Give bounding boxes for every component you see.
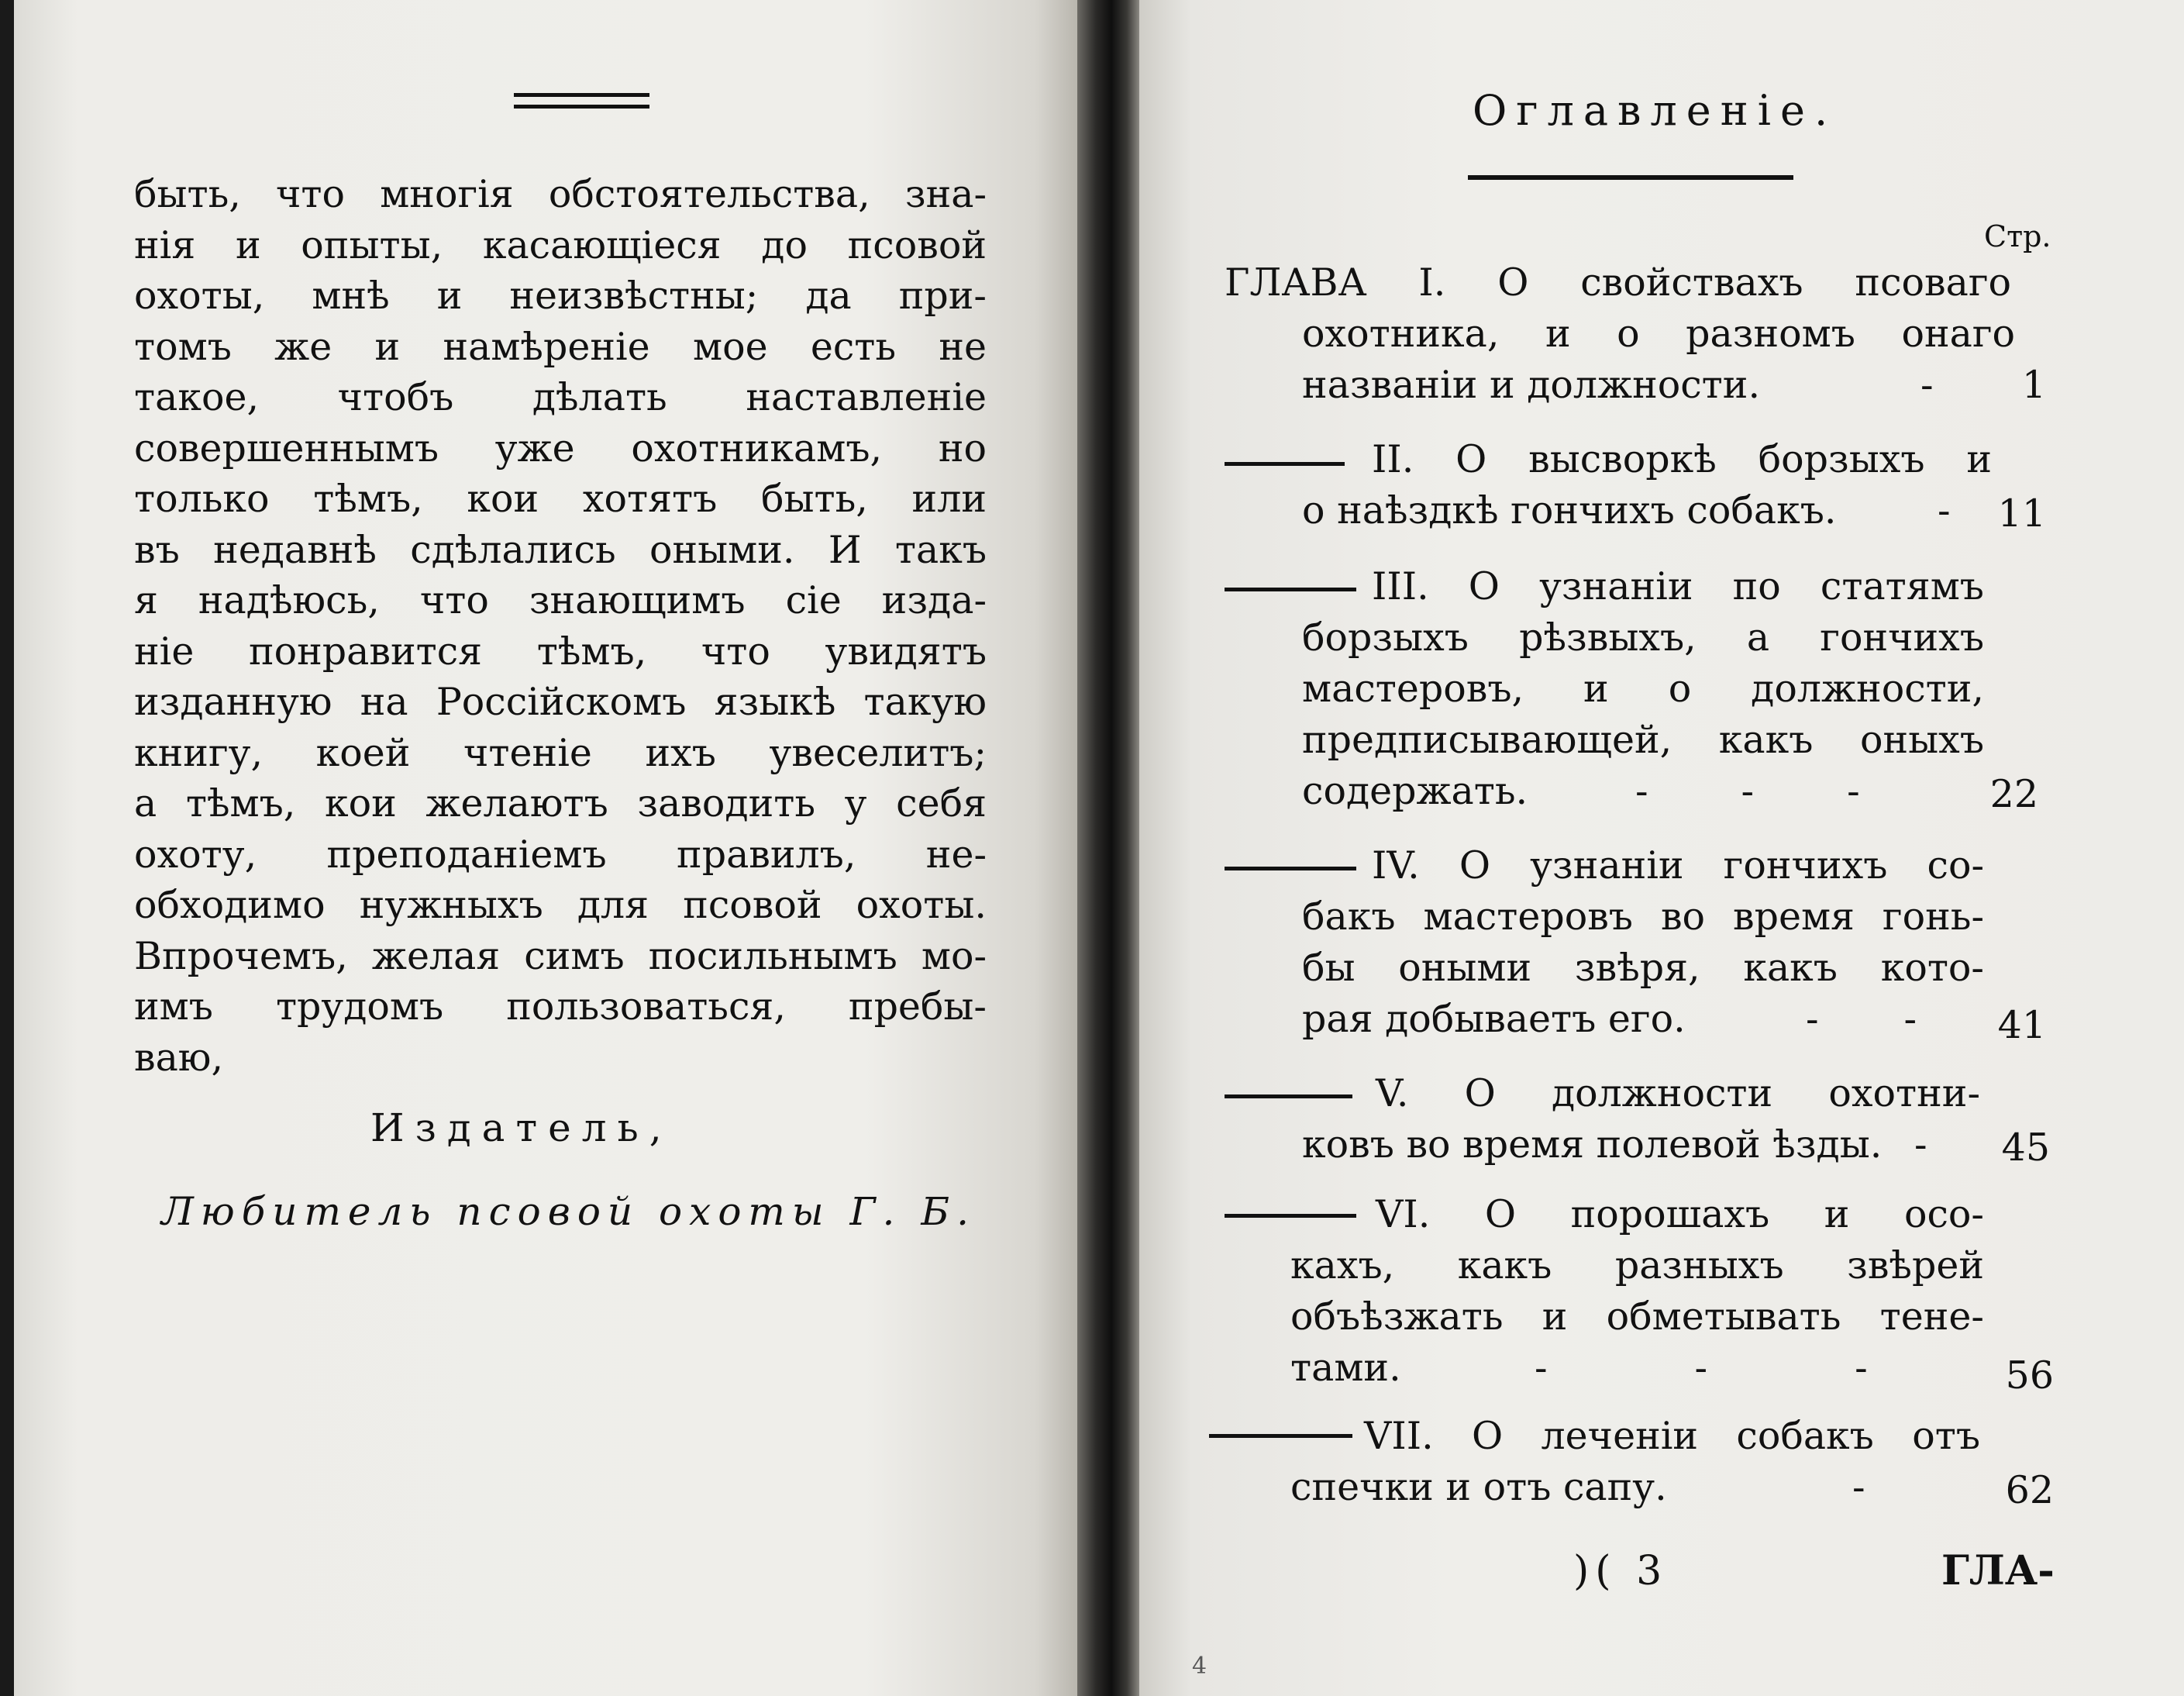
ditto-dash [1225, 1214, 1356, 1218]
ditto-dash [1225, 1094, 1352, 1098]
ditto-dash [1225, 867, 1356, 870]
margin-note: 4 [1192, 1653, 1207, 1680]
text-line: въ недавнѣ сдѣлались оными. И такъ [134, 527, 987, 572]
title-rule [1468, 175, 1793, 180]
toc-line: бакъ мастеровъ во время гонь- [1302, 895, 1984, 939]
leader-dots: - [1920, 363, 1934, 407]
leader-dots: --- [1535, 1346, 2015, 1390]
toc-line: VII. О леченіи собакъ отъ [1364, 1414, 1980, 1458]
toc-line: IV. О узнаніи гончихъ со- [1372, 843, 1984, 888]
toc-line: ковъ во время полевой ѣзды. [1302, 1122, 1883, 1167]
toc-line: кахъ, какъ разныхъ звѣрей [1290, 1243, 1984, 1288]
toc-line: предписывающей, какъ оныхъ [1302, 718, 1984, 762]
leader-dots: --- [1635, 769, 1953, 813]
toc-page-number: 11 [1997, 491, 2046, 536]
toc-line: названіи и должности. [1302, 363, 1761, 407]
toc-line: II. О высворкѣ борзыхъ и [1372, 437, 1992, 481]
toc-line: бы оными звѣря, какъ кото- [1302, 946, 1984, 990]
text-line: обходимо нужныхъ для псовой охоты. [134, 883, 987, 927]
book-gutter [1077, 0, 1139, 1696]
text-line: ваю, [134, 1035, 224, 1080]
toc-line: охотника, и о разномъ онаго [1302, 312, 2015, 356]
right-page [1139, 0, 2184, 1696]
toc-line: борзыхъ рѣзвыхъ, а гончихъ [1302, 615, 1984, 660]
page-title: Оглавленіе. [1473, 86, 1838, 135]
ditto-dash [1225, 462, 1345, 466]
text-line: совершеннымъ уже охотникамъ, но [134, 426, 987, 471]
text-line: Впрочемъ, желая симъ посильнымъ мо- [134, 933, 987, 978]
leader-dots: - [1938, 488, 1951, 533]
ditto-dash [1209, 1434, 1352, 1438]
text-line: только тѣмъ, кои хотятъ быть, или [134, 477, 987, 521]
text-line: книгу, коей чтеніе ихъ увеселитъ; [134, 730, 987, 775]
text-line: а тѣмъ, кои желаютъ заводить у себя [134, 781, 987, 826]
toc-line: III. О узнаніи по статямъ [1372, 564, 1984, 608]
text-line: имъ трудомъ пользоваться, пребы- [134, 984, 987, 1029]
toc-line: объѣзжать и обметывать тене- [1290, 1294, 1984, 1339]
toc-page-number: 62 [2005, 1468, 2054, 1512]
toc-page-number: 1 [2021, 363, 2046, 407]
toc-line: содержать. [1302, 769, 1528, 813]
preface-text [134, 169, 987, 1083]
double-rule-divider [514, 93, 649, 109]
text-line: охоты, мнѣ и неизвѣстны; да при- [134, 274, 987, 318]
signature-title: Издатель, [370, 1105, 673, 1150]
text-line: такое, чтобъ дѣлать наставленіе [134, 375, 987, 419]
text-line: нія и опыты, касающіеся до псовой [134, 222, 987, 267]
left-page [14, 0, 1077, 1696]
toc-line: V. О должности охотни- [1376, 1071, 1980, 1115]
toc-page-number: 41 [1997, 1003, 2046, 1047]
toc-page-number: 22 [1989, 772, 2038, 816]
signature-name: Любитель псовой охоты Г. Б. [161, 1189, 976, 1234]
text-line: ніе понравится тѣмъ, что увидятъ [134, 629, 987, 674]
text-line: охоту, преподаніемъ правилъ, не- [134, 832, 987, 877]
text-line: быть, что многія обстоятельства, зна- [134, 172, 987, 216]
toc-page-number: 45 [2001, 1125, 2050, 1170]
ditto-dash [1225, 588, 1356, 591]
toc-line: рая добываетъ его. [1302, 997, 1686, 1041]
toc-line: о наѣздкѣ гончихъ собакъ. [1302, 488, 1837, 533]
text-line: изданную на Россійскомъ языкѣ такую [134, 680, 987, 724]
text-line: я надѣюсь, что знающимъ сіе изда- [134, 578, 987, 622]
leader-dots: - [1852, 1465, 1865, 1509]
page-column-label: Стр. [1984, 219, 2051, 253]
toc-line: мастеровъ, и о должности, [1302, 667, 1984, 711]
toc-line: ГЛАВА I. О свойствахъ псоваго [1225, 260, 2011, 305]
signature-mark: )( 3 [1573, 1548, 1669, 1594]
toc-line: VI. О порошахъ и осо- [1376, 1192, 1984, 1236]
catchword: ГЛА- [1941, 1547, 2055, 1594]
toc-line: спечки и отъ сапу. [1290, 1465, 1667, 1509]
leader-dots: - [1914, 1122, 1927, 1167]
leader-dots: -- [1806, 997, 2003, 1041]
toc-page-number: 56 [2005, 1353, 2054, 1398]
text-line: томъ же и намѣреніе мое есть не [134, 324, 987, 369]
toc-line: тами. [1290, 1346, 1401, 1390]
